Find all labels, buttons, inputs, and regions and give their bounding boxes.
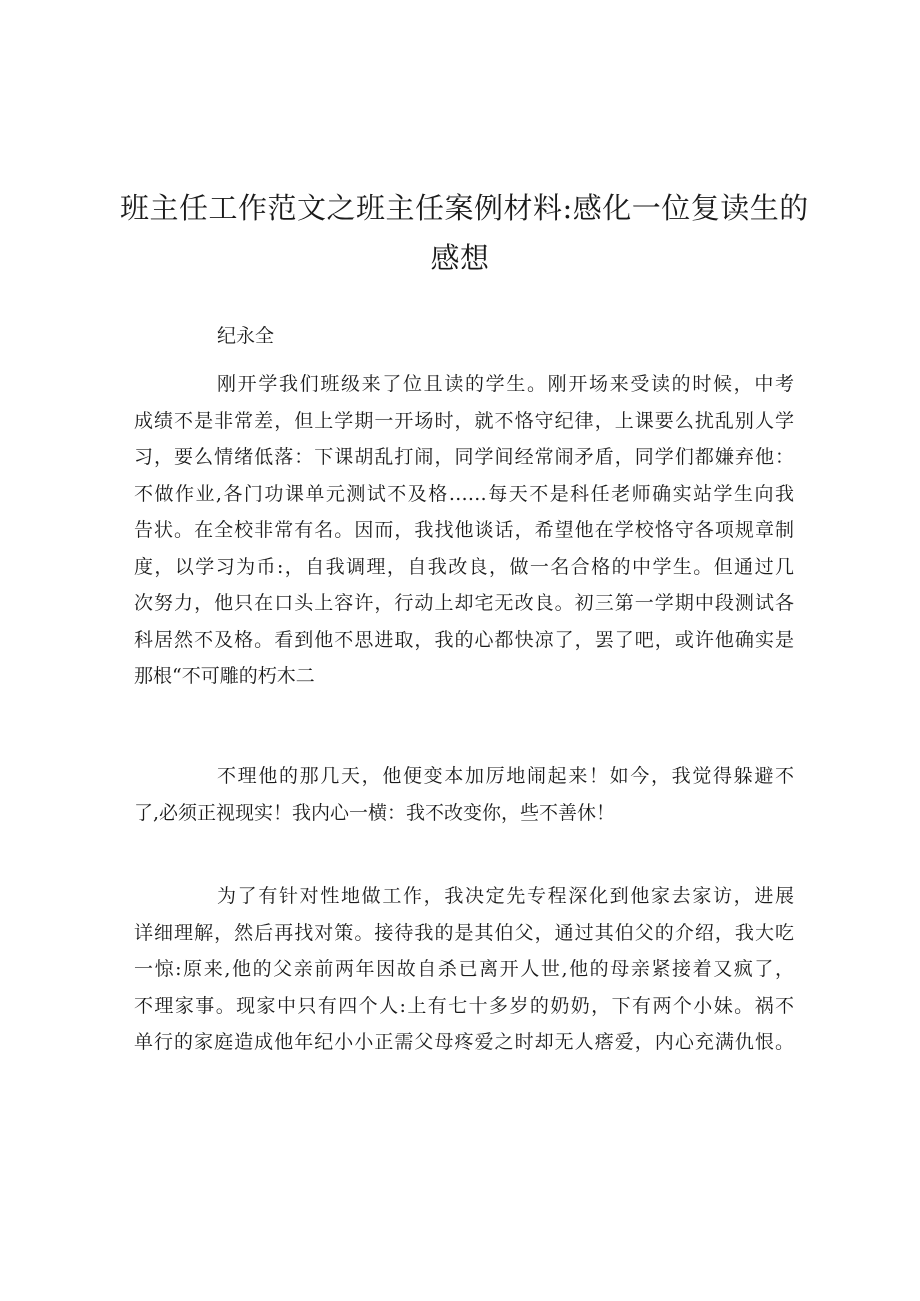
paragraph-line: 一惊:原来,他的父亲前两年因故自杀已离开人世,他的母亲紧接着又疯了， (134, 958, 794, 980)
paragraph-line: 习，要么情绪低落：下课胡乱打闹，同学间经常闹矛盾，同学们都嫌弃他： (134, 446, 794, 468)
title-line-1: 班主任工作范文之班主任案例材料:感化一位复读生的 (120, 191, 809, 225)
paragraph-line: 成绩不是非常差，但上学期一开场时，就不恪守纪律，上课要么扰乱别人学 (134, 409, 794, 432)
author-name: 纪永全 (217, 325, 275, 347)
paragraph-line: 科居然不及格。看到他不思进取，我的心都快凉了，罢了吧，或许他确实是 (134, 628, 794, 651)
document-title (120, 183, 809, 283)
paragraph-line: 不理家事。现家中只有四个人:上有七十多岁的奶奶，下有两个小妹。祸不 (134, 994, 794, 1017)
title-line-2: 感想 (430, 241, 490, 275)
paragraph-line: 次努力，他只在口头上容许，行动上却宅无改良。初三第一学期中段测试各 (134, 592, 794, 614)
paragraph-3 (134, 878, 794, 1061)
paragraph-line: 刚开学我们班级来了位且读的学生。刚开场来受读的时候，中考 (217, 373, 794, 395)
paragraph-line: 为了有针对性地做工作，我决定先专程深化到他家去家访，进展 (217, 885, 794, 907)
paragraph-line: 告状。在全校非常有名。因而，我找他谈话，希望他在学校恪守各项规章制 (134, 519, 794, 541)
paragraph-line: 那根“不可雕的朽木二 (134, 665, 315, 687)
paragraph-line: 不做作业,各门功课单元测试不及格……每天不是科任老师确实站学生向我 (134, 482, 794, 505)
paragraph-1 (134, 366, 794, 695)
paragraph-line: 度，以学习为币:，自我调理，自我改良，做一名合格的中学生。但通过几 (134, 555, 794, 578)
paragraph-line: 不理他的那几天，他便变本加厉地闹起来！如今，我觉得躲避不 (217, 765, 794, 787)
paragraph-line: 了,必须正视现实！我内心一横：我不改变你，些不善休！ (134, 801, 616, 824)
paragraph-line: 详细理解，然后再找对策。接待我的是其伯父，通过其伯父的介绍，我大吃 (134, 921, 794, 944)
paragraph-line: 单行的家庭造成他年纪小小正需父母疼爱之时却无人瘩爱，内心充满仇恨。 (134, 1031, 794, 1053)
paragraph-2 (134, 758, 794, 831)
